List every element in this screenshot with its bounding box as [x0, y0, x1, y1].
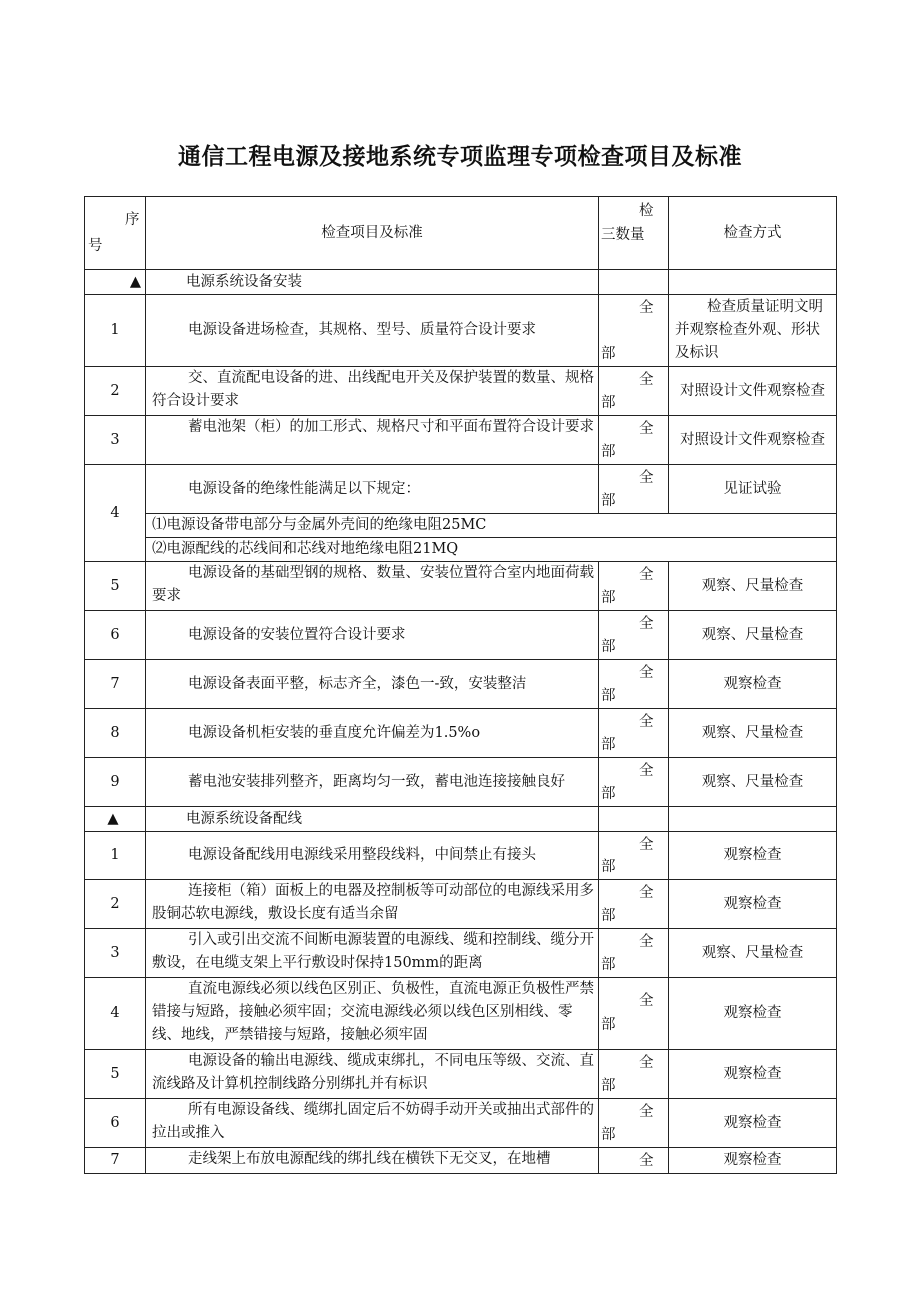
table-subrow: ⑴电源设备带电部分与金属外壳间的绝缘电阻25MC [85, 514, 837, 538]
section-marker-icon: ▲ [85, 270, 146, 295]
table-row: 3 引入或引出交流不间断电源装置的电源线、缆和控制线、缆分开敷设，在电缆支架上平行敷设时保持150mm的距离 全 部 观察、尺量检查 [85, 929, 837, 978]
table-row: 2 交、直流配电设备的进、出线配电开关及保护装置的数量、规格符合设计要求 全 部 对照设计文件观察检查 [85, 367, 837, 416]
section-title: 电源系统设备配线 [146, 807, 599, 832]
table-row: 5 电源设备的基础型钢的规格、数量、安装位置符合室内地面荷载要求 全 部 观察、尺量检查 [85, 562, 837, 611]
header-method: 检查方式 [669, 197, 837, 270]
table-row: 8 电源设备机柜安装的垂直度允许偏差为1.5%o 全 部 观察、尺量检查 [85, 709, 837, 758]
table-row: 1 电源设备进场检查，其规格、型号、质量符合设计要求 全 部 检查质量证明文明并观察检查外观、形状及标识 [85, 295, 837, 367]
table-row: 4 电源设备的绝缘性能满足以下规定： 全 部 见证试验 [85, 465, 837, 514]
section-row [85, 807, 837, 832]
table-row: 1 电源设备配线用电源线采用整段线料，中间禁止有接头 全 部 观察检查 [85, 832, 837, 880]
table-row: 6 电源设备的安装位置符合设计要求 全 部 观察、尺量检查 [85, 611, 837, 660]
table-row: 5 电源设备的输出电源线、缆成束绑扎，不同电压等级、交流、直流线路及计算机控制线路分别绑扎并有标识 全 部 观察检查 [85, 1050, 837, 1099]
header-seq: 序 号 [85, 197, 146, 270]
table-subrow: ⑵电源配线的芯线间和芯线对地绝缘电阻21MQ [85, 538, 837, 562]
table-row: 9 蓄电池安装排列整齐，距离均匀一致，蓄电池连接接触良好 全 部 观察、尺量检查 [85, 758, 837, 807]
header-item: 检查项目及标准 [146, 197, 599, 270]
page-title: 通信工程电源及接地系统专项监理专项检查项目及标准 [178, 144, 742, 170]
inspection-table [84, 196, 837, 1174]
section-marker-icon: ▲ [85, 807, 146, 832]
table-row: 7 走线架上布放电源配线的绑扎线在横铁下无交叉，在地槽 全 观察检查 [85, 1148, 837, 1174]
table-header-row [85, 197, 837, 270]
table-row: 6 所有电源设备线、缆绑扎固定后不妨碍手动开关或抽出式部件的拉出或推入 全 部 观察检查 [85, 1099, 837, 1148]
header-qty: 检 三数量 [599, 197, 669, 270]
table-row: 2 连接柜（箱）面板上的电器及控制板等可动部位的电源线采用多股铜芯软电源线，敷设长度有适当余留 全 部 观察检查 [85, 880, 837, 929]
section-title: 电源系统设备安装 [146, 270, 599, 295]
table-row: 7 电源设备表面平整，标志齐全，漆色一-致，安装整洁 全 部 观察检查 [85, 660, 837, 709]
table-row: 4 直流电源线必须以线色区别正、负极性，直流电源正负极性严禁错接与短路，接触必须牢固；交流电源线必须以线色区别相线、零线、地线，严禁错接与短路，接触必须牢固 全 部 观察检查 [85, 978, 837, 1050]
section-row [85, 270, 837, 295]
table-row: 3 蓄电池架（柜）的加工形式、规格尺寸和平面布置符合设计要求 全 部 对照设计文件观察检查 [85, 416, 837, 465]
